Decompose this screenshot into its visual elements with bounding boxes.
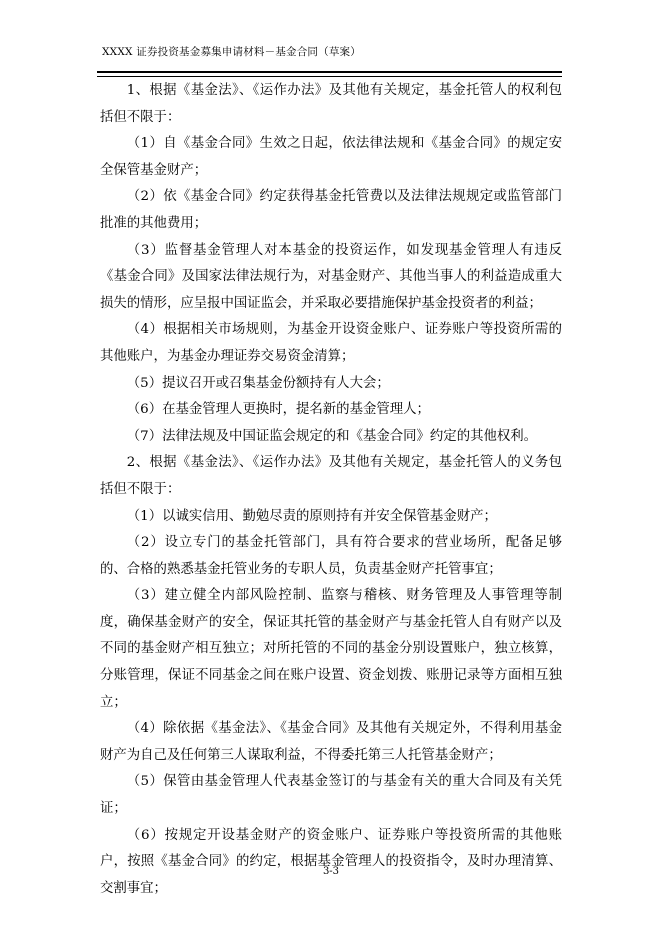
paragraph: （5）提议召开或召集基金份额持有人大会； <box>126 375 390 391</box>
paragraph: （3）建立健全内部风险控制、监察与稽核、财务管理及人事管理等制度，确保基金财产的安全，保证其托管的基金财产与基金托管人自有财产以及不同的基金财产相互独立；对所托管的不同的基金分别设置账户，独立核算，分账管理，保证不同基金之间在账户设置、资金划拨、账册记录等方面相互独立； <box>100 588 562 710</box>
paragraph: 2、根据《基金法》、《运作办法》及其他有关规定，基金托管人的义务包括但不限于： <box>100 455 562 497</box>
paragraph: （6）按规定开设基金财产的资金账户、证券账户等投资所需的其他账户，按照《基金合同》的约定，根据基金管理人的投资指令，及时办理清算、交割事宜； <box>100 827 562 896</box>
paragraph: （4）除依据《基金法》、《基金合同》及其他有关规定外，不得利用基金财产为自己及任何第三人谋取利益，不得委托第三人托管基金财产； <box>100 721 562 763</box>
paragraph: （4）根据相关市场规则，为基金开设资金账户、证券账户等投资所需的其他账户，为基金办理证券交易资金清算； <box>100 322 562 364</box>
document-body <box>100 78 562 902</box>
paragraph: （3）监督基金管理人对本基金的投资运作，如发现基金管理人有违反《基金合同》及国家法律法规行为，对基金财产、其他当事人的利益造成重大损失的情形，应呈报中国证监会，并采取必要措施保护基金投资者的利益； <box>100 242 562 311</box>
paragraph: （7）法律法规及中国证监会规定的和《基金合同》约定的其他权利。 <box>126 428 538 444</box>
header-rule-thin <box>97 76 562 77</box>
paragraph: 1、根据《基金法》、《运作办法》及其他有关规定，基金托管人的权利包括但不限于： <box>100 83 562 125</box>
paragraph: （6）在基金管理人更换时，提名新的基金管理人； <box>126 402 430 418</box>
paragraph: （2）设立专门的基金托管部门，具有符合要求的营业场所，配备足够的、合格的熟悉基金托管业务的专职人员，负责基金财产托管事宜； <box>100 535 562 577</box>
document-header: XXXX 证券投资基金募集申请材料－基金合同（草案） <box>102 46 361 58</box>
page-number: 3-3 <box>322 866 340 877</box>
paragraph: （5）保管由基金管理人代表基金签订的与基金有关的重大合同及有关凭证； <box>100 774 562 817</box>
header-rule-thick <box>97 71 562 73</box>
paragraph: （1）以诚实信用、勤勉尽责的原则持有并安全保管基金财产； <box>126 508 497 524</box>
paragraph: （2）依《基金合同》约定获得基金托管费以及法律法规规定或监管部门批准的其他费用； <box>100 189 562 231</box>
paragraph: （1）自《基金合同》生效之日起，依法律法规和《基金合同》的规定安全保管基金财产； <box>100 136 562 178</box>
